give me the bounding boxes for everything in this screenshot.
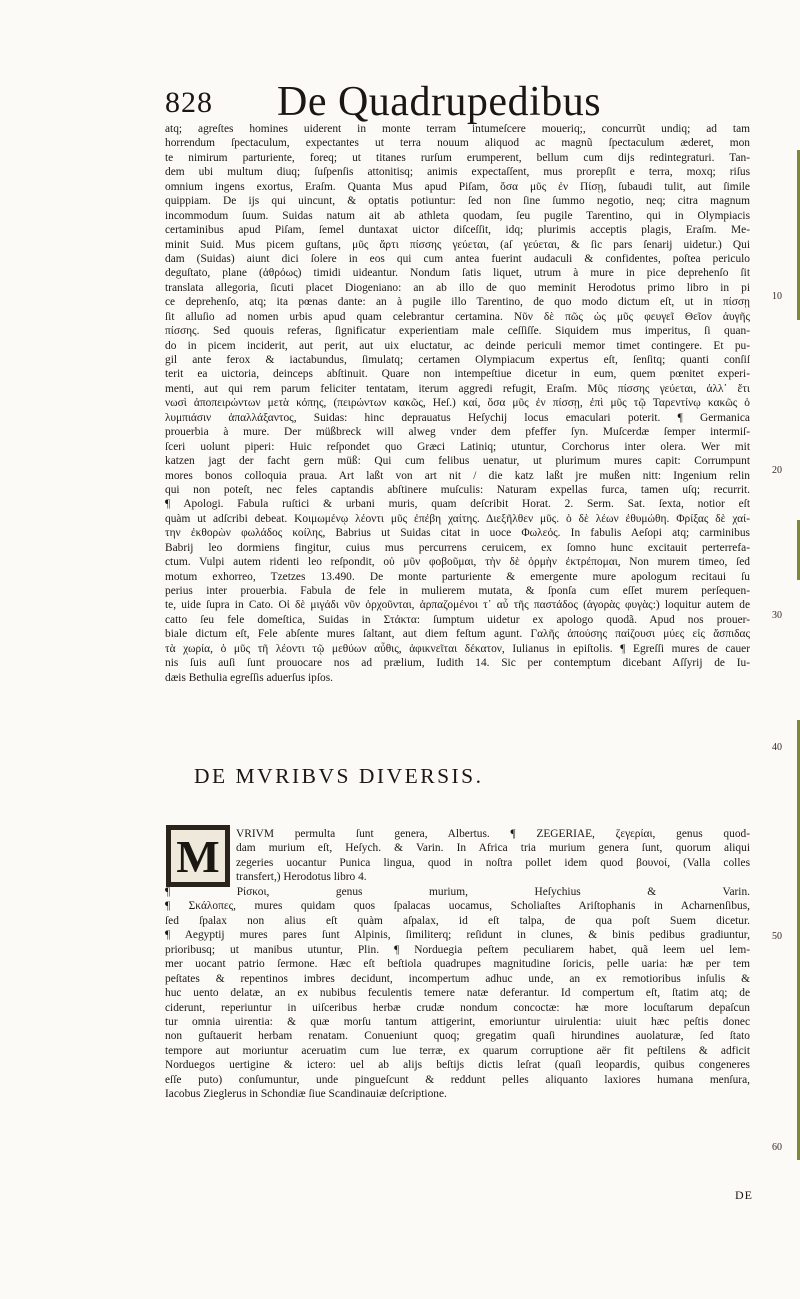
text-line: minit Suid. Mus picem guſtans, μῦς ἄρτι πίσσης γεύεται, (aſ γεύεται, & ſic pars ſenarij uidetur.) Qui	[165, 238, 750, 251]
text-line: dæis Bethulia egreſſis aduerſus ipſos.	[165, 671, 333, 684]
text-line: perius inter prouerbia. Fabula de fele in mulierem mutata, & ſponſa cum eſſet murem perſequen-	[165, 585, 750, 597]
text-line: νωσὶ ἀποπειρώντων μετὰ κόπης, (πειρώντων κακῶς, Heſ.) καί, ὅσα μῦς ἐν πίσσῃ, ἐπὶ μῦς τῷ Ταρεντίνῳ κακῶς ὁ	[165, 397, 750, 410]
text-line: mer uocant patrio ſermone. Hæc eſt beſtiola quadrupes magnitudine ſoricis, pelle uaria: hæ per tem	[165, 958, 750, 971]
text-line: ¶ Σκάλοπες, mures quidam quos ſpalacas uocamus, Scholiaſtes Ariſtophanis in Acharnenſibus,	[165, 900, 750, 913]
text-line: dem ubi multum diuq; ſuſpenſis attonitisq; animis expectaſſent, mus prorepſit e terra, moxq; riſus	[165, 166, 750, 179]
paragraph-top	[165, 122, 750, 685]
text-line: Iacobus Zieglerus in Schondiæ ſiue Scandinauiæ deſcriptione.	[165, 1088, 447, 1101]
text-line: ¶ Apologi. Fabula ruſtici & urbani muris, quam deſcribit Horat. 2. Serm. Sat. ſexta, notior eſt	[165, 498, 750, 511]
text-line: ctum. Vulpi autem ridenti leo reſpondit, οὐ μῦν φοβοῦμαι, τὴν δὲ ὁρμὴν ἐκτρέπομαι, Non murem timeo, ſed	[165, 556, 750, 569]
text-line: dam murium eſt, Heſych. & Varin. In Africa tria murium genera ſunt, quorum aliqui	[236, 842, 750, 855]
text-line: biale dictum eſt, Fele abſente mures ſaltant, aut diem feſtum agunt. Γαλῆς ἀπούσης παίζουσι μύες εἰς ἄσπιδας	[165, 628, 750, 641]
section-title: DE MVRIBVS DIVERSIS.	[194, 764, 484, 788]
text-line: nis ſuis auſi ſunt prouocare nos ad prælium, Iudith 14. Sic per contemptum dicebant Aſſyrij de Iu-	[165, 657, 750, 670]
text-line: τὰ χωρία, ὁ μῦς τῆ λέοντι τῷ μεθύων αὖθις, ἀφικνεῖται δέκατον, Iulianus in epiſtolis. ¶ Egreſſi mures de cauer	[165, 642, 750, 655]
text-line: huc uento delatæ, an ex nubibus feculentis temere natæ deferantur. Id compertum eſt, ſtatim atq; de	[165, 987, 750, 1000]
margin-number-30: 30	[772, 610, 782, 621]
margin-number-50: 50	[772, 931, 782, 942]
margin-number-20: 20	[772, 465, 782, 476]
text-line: certaminibus apud Piſam, ſemel duntaxat uictor diſceſſit, idq; plurimis acceptis plagis, Eraſm. Me-	[165, 224, 750, 237]
text-line: qui non poteſt, nec feles captandis abſtinere muſculis: Naturam expellas furca, tamen uſq; recurrit.	[165, 483, 750, 496]
page-number: 828	[165, 86, 213, 119]
text-line: incommodum ſuum. Suidas natum ait ab athleta quodam, ſeu pugile Tarentino, qui in Olympiacis	[165, 209, 750, 222]
text-line: πίσσης. Sed quouis referas, ſignificatur experientiam male ceſſiſſe. Siquidem mus imperitus, ſi quan-	[165, 325, 750, 338]
text-line: eſſe puto) conſumuntur, unde pingueſcunt & reddunt pelles aliquanto laxiores humana menſura,	[165, 1073, 750, 1086]
margin-number-60: 60	[772, 1142, 782, 1153]
text-line: zegeries uocantur Punica lingua, quod in noſtra pollet idem quod βουνοί, (Valla colles	[236, 856, 750, 869]
text-line: menti, aut qui rem parum feliciter tentatam, iterum aggredi refugit, Eraſm. Μῦς πίσσης γεύεται, ἀλλ᾽ ἔτι	[165, 382, 750, 395]
text-line: te nimirum parturiente, foreq; ut titanes rurſum erumperent, bellum cum dijs redintegraturi. Tan-	[165, 151, 750, 164]
text-line: ſed ſpalax non alius eſt quàm aſpalax, id eſt talpa, de qua poſt Suem dicetur.	[165, 914, 750, 927]
text-line: ciderunt, reperiuntur in uiſceribus herbæ crudæ nondum concoctæ: hæ more locuſtarum depaſcun	[165, 1001, 750, 1014]
text-line: Norduegos uertigine & ictero: uel ab alijs beſtijs dictis leſrat (quaſi leopardis, quibus congeneres	[165, 1059, 750, 1072]
text-line: ſceri uolunt piperi: Huic reſpondet quo Græci Latiniq; utuntur, Corchorus inter olera. Wer mit	[165, 440, 750, 453]
text-line: katzen jagt der facht gern müß: Qui cum felibus uenatur, ut plurimum mures capit: Corrumpunt	[165, 455, 750, 468]
text-line: quippiam. De ijs qui uincunt, & optatis potiuntur: ſed non ſine ſummo negotio, neq; citra magnum	[165, 195, 750, 208]
paragraph-bottom	[165, 885, 750, 1102]
text-line: horrendum ſpectaculum, expectantes ut terra nouum aliquod ac magnũ ſpectaculum æderet, mon	[165, 137, 750, 150]
text-line: gil ante ferox & iactabundus, ſimulatq; certamen Olympiacum expertus eſt, ſenſitq; quanti conſiſ	[165, 354, 750, 366]
margin-number-40: 40	[772, 742, 782, 753]
text-line: λυμπιάσιν ἀπαλλάξαντος, Suidas: hinc deprauatus Heſychij locus emaculari poterit. ¶ Germanica	[165, 411, 750, 424]
text-line: quàm ut adſcribi debeat. Κοιμωμένῳ λέοντι μῦς ἐπέβη χαίτης. Διεξῆλθεν μῦς. ὁ δὲ λέων ἐθυμώθη. Φρίξας δὲ χαί-	[165, 512, 750, 525]
text-line: terit ea uictoria, deinceps abſtinuit. Quare non intempeſtiue dicetur in eum, quem pœnitet experi-	[165, 368, 750, 381]
text-line: tempore aut moriuntur aceruatim cum lue terræ, ex quarum corruptione aër fit peſtilens & adficit	[165, 1044, 750, 1057]
text-line: ¶ Ρίσκοι, genus murium, Heſychius & Varin.	[165, 886, 750, 898]
text-line: ¶ Aegyptij mures pares ſunt Alpinis, ſimiliterq; reſidunt in clunes, & binis pedibus gradiuntur,	[165, 929, 750, 942]
text-line: tur omnia uirentia: & quæ morſu tantum attigerint, emoriuntur uirulentia: uiuit hæc peſtis donec	[165, 1015, 750, 1028]
text-line: mores bonos colloquia praua. Art laßt von art nit / die katz laßt jre mußen nitt: Ingenium relin	[165, 469, 750, 482]
text-line: transfert,) Herodotus libro 4.	[236, 871, 367, 884]
text-line: te, uide ſupra in Cato. Οἱ δὲ μιγάδι νῦν ὀρχοῦνται, ἀρπαζομένοι τ᾽ αὖ τῆς παστάδος (ἀγορὰς φυγὰς:) loquitur autem de	[165, 599, 750, 612]
text-line: atq; agreſtes homines uiderent in monte terram intumeſcere moueriq;, concurrũt undiq; ad tam	[165, 123, 750, 135]
text-line: non guſtauerit herbam renatam. Conueniunt quoq; gregatim quaſi hirundines auolaturæ, ſed ſtato	[165, 1030, 750, 1043]
text-line: dam (Suidas) aiunt dici ſolere in eos qui cum antea fuerint audaculi & confidentes, poſtea periculo	[165, 252, 750, 265]
text-line: deguſtato, plane (ἀθρόως) timidi uideantur. Nondum ſatis liquet, utrum à mure in pice deprehenſo ſit	[165, 267, 750, 280]
catchword: DE	[735, 1188, 753, 1202]
text-line: motum exhorreo, Tzetzes 13.490. De monte parturiente & emergente mure apologum recitaui ſu	[165, 570, 750, 583]
text-line: translata allegoria, ſicuti placet Diogeniano: an ab illo de quo meminit Herodotus primo libro in pi	[165, 281, 750, 294]
text-line: ce deprehenſo, atq; ita pœnas dante: an à pugile illo Tarentino, de quo modo dictum eſt, ut in πίσσῃ	[165, 296, 750, 309]
running-title: De Quadrupedibus	[277, 79, 602, 125]
decorated-initial	[166, 825, 230, 887]
text-line: Babrij leo dormiens fingitur, cuius mus percurrens ceruicem, ex ſomno hunc excitauit perterrefa-	[165, 541, 750, 554]
text-line: peſtates & repentinos imbres decidunt, incompertum adhuc unde, an ex remotioribus inſulis &	[165, 972, 750, 985]
margin-number-10: 10	[772, 291, 782, 302]
text-line: prouerbia à mure. Der müßbreck will alweg vnder dem pfeffer ſyn. Muſcerdæ ſemper intermiſ-	[165, 426, 750, 439]
initial-letter: M	[171, 830, 225, 882]
text-line: do in picem inciderit, aut perit, aut uix eluctatur, ac deinde periculi memor timet contingere. Et pu-	[165, 339, 750, 352]
text-line: την ἐκθορὼν φωλάδος κοίλης, Babrius ut Suidas citat in uoce Φωλεός. In fabulis Aeſopi atq; carminibus	[165, 527, 750, 540]
text-line: catto ſeu fele domeſtica, Suidas in Στάκτα: ſumptum uidetur ex apologo quodã. Apud nos prouer-	[165, 613, 750, 626]
text-line: omnium ingens exortus, Eraſm. Quanta Mus apud Piſam, ὅσα μῦς ἐν Πίσῃ, ſubaudi tulit, aut ſimile	[165, 180, 750, 193]
text-line: ſit alluſio ad nomen urbis apud quam celebrantur certamina. Νῦν δὲ πῶς ὡς μῦς φευγεῖ Θεῖον ἀυγῆς	[165, 310, 750, 323]
paragraph-initial	[236, 827, 750, 885]
text-line: prioribusq; ut manibus utuntur, Plin. ¶ Norduegia peſtem peculiarem habet, quã leem uel lem-	[165, 943, 750, 956]
text-line: VRIVM permulta ſunt genera, Albertus. ¶ ZEGERIAE, ζεγερίαι, genus quod-	[236, 828, 750, 840]
